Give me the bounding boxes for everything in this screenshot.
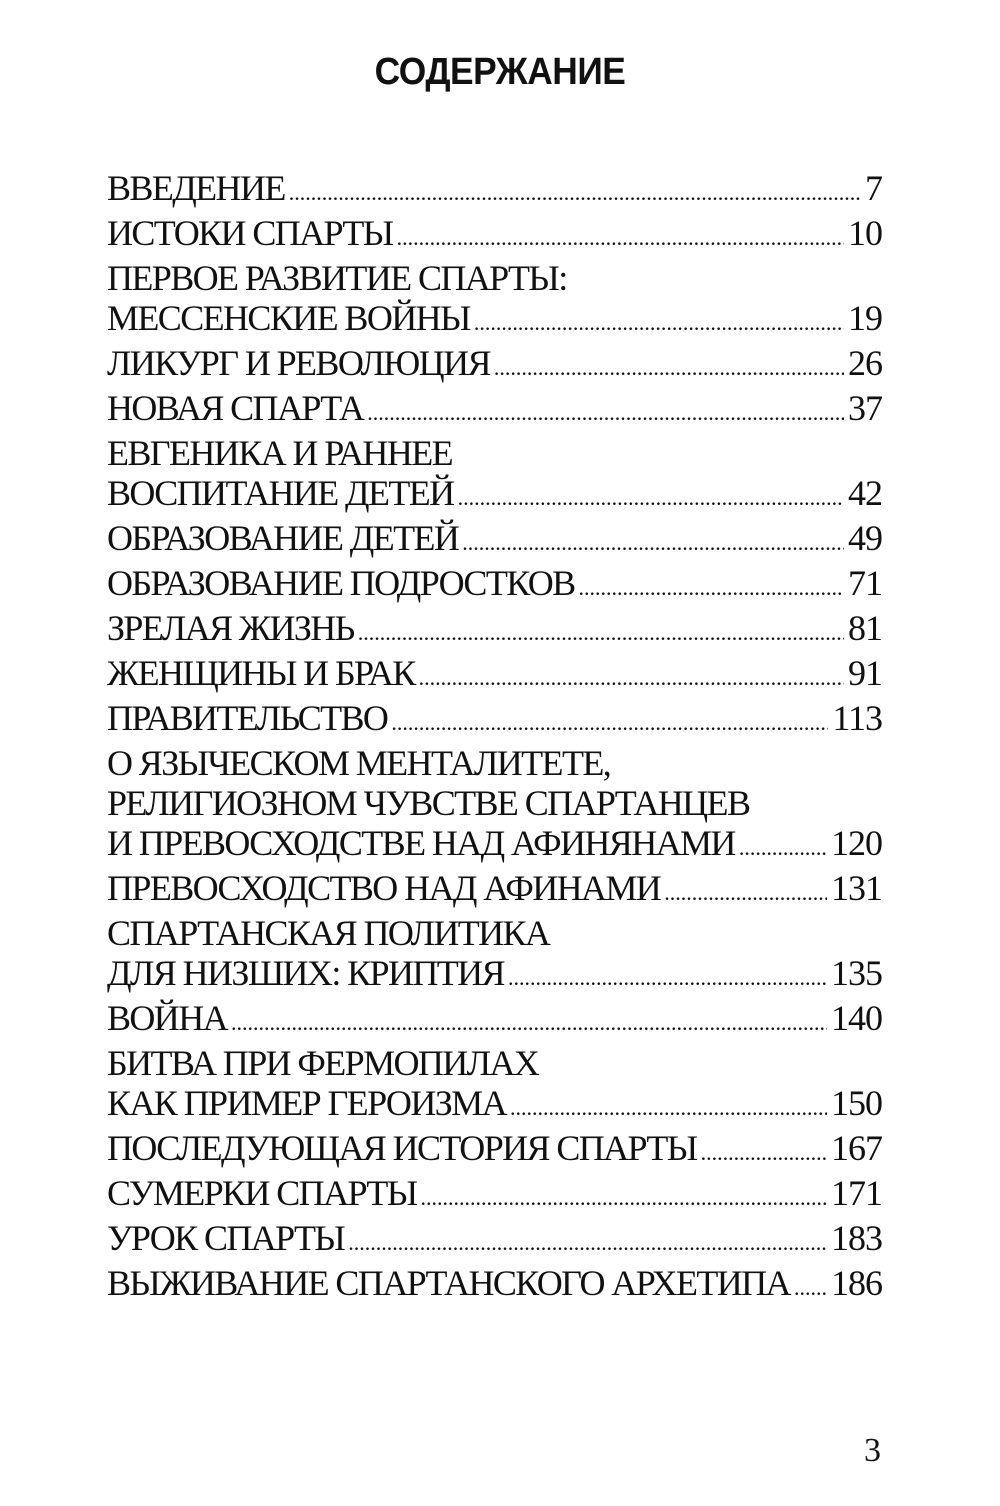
toc-entry-page: 167 (831, 1128, 882, 1168)
toc-entry-line (107, 298, 882, 338)
toc-entry-title: ПОСЛЕДУЮЩАЯ ИСТОРИЯ СПАРТЫ (107, 1128, 697, 1168)
toc-entry-title: И ПРЕВОСХОДСТВЕ НАД АФИНЯНАМИ (107, 823, 735, 863)
toc-entry-line (107, 823, 882, 863)
toc-entry-title: СУМЕРКИ СПАРТЫ (107, 1173, 417, 1213)
table-of-contents (107, 168, 882, 1308)
toc-entry-title: ВВЕДЕНИЕ (107, 168, 285, 208)
toc-entry[interactable] (107, 868, 882, 908)
dot-leader (739, 828, 827, 868)
toc-entry[interactable] (107, 1173, 882, 1213)
toc-entry-line (107, 1263, 882, 1303)
toc-entry-title: УРОК СПАРТЫ (107, 1218, 345, 1258)
toc-entry[interactable] (107, 258, 882, 338)
toc-entry-line (107, 168, 882, 208)
toc-entry[interactable] (107, 1263, 882, 1303)
toc-entry[interactable] (107, 743, 882, 863)
toc-entry-title: ВЫЖИВАНИЕ СПАРТАНСКОГО АРХЕТИПА (107, 1263, 790, 1303)
toc-entry-title: ДЛЯ НИЗШИХ: КРИПТИЯ (107, 953, 504, 993)
toc-entry-page: 131 (831, 868, 882, 908)
page-number: 3 (864, 1432, 881, 1469)
dot-leader (794, 1268, 827, 1308)
toc-entry-line (107, 388, 882, 428)
toc-entry-title: ПРАВИТЕЛЬСТВО (107, 698, 388, 738)
dot-leader (391, 703, 828, 743)
toc-entry-page: 10 (848, 213, 882, 253)
toc-entry-page: 150 (831, 1083, 882, 1123)
toc-entry-title: МЕССЕНСКИЕ ВОЙНЫ (107, 298, 470, 338)
toc-entry-page: 7 (865, 168, 882, 208)
toc-entry[interactable] (107, 998, 882, 1038)
toc-entry-page: 49 (848, 518, 882, 558)
toc-entry-line (107, 258, 882, 298)
toc-entry[interactable] (107, 213, 882, 253)
toc-entry-title: ИСТОКИ СПАРТЫ (107, 213, 393, 253)
toc-entry-line (107, 563, 882, 603)
dot-leader (474, 303, 844, 343)
dot-leader (348, 1223, 827, 1263)
toc-entry-title: ВОСПИТАНИЕ ДЕТЕЙ (107, 473, 454, 513)
toc-entry[interactable] (107, 1128, 882, 1168)
toc-entry-title: ПРЕВОСХОДСТВО НАД АФИНАМИ (107, 868, 661, 908)
toc-entry[interactable] (107, 343, 882, 383)
toc-entry-page: 19 (848, 298, 882, 338)
toc-entry-line (107, 1043, 882, 1083)
toc-entry[interactable] (107, 1043, 882, 1123)
toc-entry-page: 26 (848, 343, 882, 383)
toc-entry-line (107, 1173, 882, 1213)
toc-entry-page: 140 (831, 998, 882, 1038)
dot-leader (419, 658, 844, 698)
dot-leader (397, 218, 844, 258)
toc-entry-title: ПЕРВОЕ РАЗВИТИЕ СПАРТЫ: (107, 258, 567, 298)
toc-entry-title: СПАРТАНСКАЯ ПОЛИТИКА (107, 913, 550, 953)
dot-leader (358, 613, 844, 653)
toc-entry-line (107, 473, 882, 513)
toc-entry-line (107, 608, 882, 648)
toc-entry-title: О ЯЗЫЧЕСКОМ МЕНТАЛИТЕТЕ, (107, 743, 611, 783)
toc-entry-title: БИТВА ПРИ ФЕРМОПИЛАХ (107, 1043, 539, 1083)
toc-entry-line (107, 868, 882, 908)
toc-entry-title: ЛИКУРГ И РЕВОЛЮЦИЯ (107, 343, 490, 383)
toc-entry-title: ВОЙНА (107, 998, 228, 1038)
toc-entry[interactable] (107, 653, 882, 693)
dot-leader (231, 1003, 827, 1043)
toc-entry-title: КАК ПРИМЕР ГЕРОИЗМА (107, 1083, 506, 1123)
toc-entry[interactable] (107, 1218, 882, 1258)
toc-entry[interactable] (107, 913, 882, 993)
toc-entry-line (107, 343, 882, 383)
toc-entry[interactable] (107, 698, 882, 738)
dot-leader (664, 873, 827, 913)
toc-entry-page: 186 (831, 1263, 882, 1303)
toc-entry-line (107, 1083, 882, 1123)
toc-entry-line (107, 743, 882, 783)
dot-leader (508, 958, 827, 998)
toc-entry-line (107, 998, 882, 1038)
dot-leader (458, 478, 844, 518)
toc-entry-page: 120 (831, 823, 882, 863)
toc-entry-title: РЕЛИГИОЗНОМ ЧУВСТВЕ СПАРТАНЦЕВ (107, 783, 750, 823)
toc-entry-page: 91 (848, 653, 882, 693)
toc-entry-page: 171 (831, 1173, 882, 1213)
toc-entry-title: ЕВГЕНИКА И РАННЕЕ (107, 433, 452, 473)
toc-entry-page: 42 (848, 473, 882, 513)
dot-leader (701, 1133, 827, 1173)
toc-entry-line (107, 518, 882, 558)
toc-entry-line (107, 953, 882, 993)
toc-entry-title: НОВАЯ СПАРТА (107, 388, 364, 428)
toc-entry[interactable] (107, 433, 882, 513)
dot-leader (579, 568, 844, 608)
toc-entry[interactable] (107, 518, 882, 558)
toc-entry-title: ЗРЕЛАЯ ЖИЗНЬ (107, 608, 354, 648)
toc-entry-title: ОБРАЗОВАНИЕ ПОДРОСТКОВ (107, 563, 575, 603)
toc-entry-page: 135 (831, 953, 882, 993)
dot-leader (367, 393, 844, 433)
dot-leader (289, 173, 861, 213)
dot-leader (462, 523, 844, 563)
toc-entry-page: 113 (832, 698, 882, 738)
toc-entry-page: 81 (848, 608, 882, 648)
toc-entry-page: 71 (848, 563, 882, 603)
toc-entry[interactable] (107, 608, 882, 648)
toc-entry[interactable] (107, 168, 882, 208)
dot-leader (421, 1178, 827, 1218)
toc-entry-line (107, 213, 882, 253)
page-title: СОДЕРЖАНИЕ (374, 51, 626, 93)
toc-entry-line (107, 913, 882, 953)
toc-entry-title: ОБРАЗОВАНИЕ ДЕТЕЙ (107, 518, 459, 558)
toc-entry-line (107, 433, 882, 473)
dot-leader (510, 1088, 827, 1128)
toc-entry[interactable] (107, 388, 882, 428)
toc-entry-line (107, 1218, 882, 1258)
toc-entry-line (107, 783, 882, 823)
toc-entry-page: 37 (848, 388, 882, 428)
toc-entry-page: 183 (831, 1218, 882, 1258)
toc-entry-line (107, 698, 882, 738)
toc-entry-line (107, 653, 882, 693)
toc-entry-line (107, 1128, 882, 1168)
dot-leader (494, 348, 844, 388)
toc-entry[interactable] (107, 563, 882, 603)
toc-entry-title: ЖЕНЩИНЫ И БРАК (107, 653, 415, 693)
